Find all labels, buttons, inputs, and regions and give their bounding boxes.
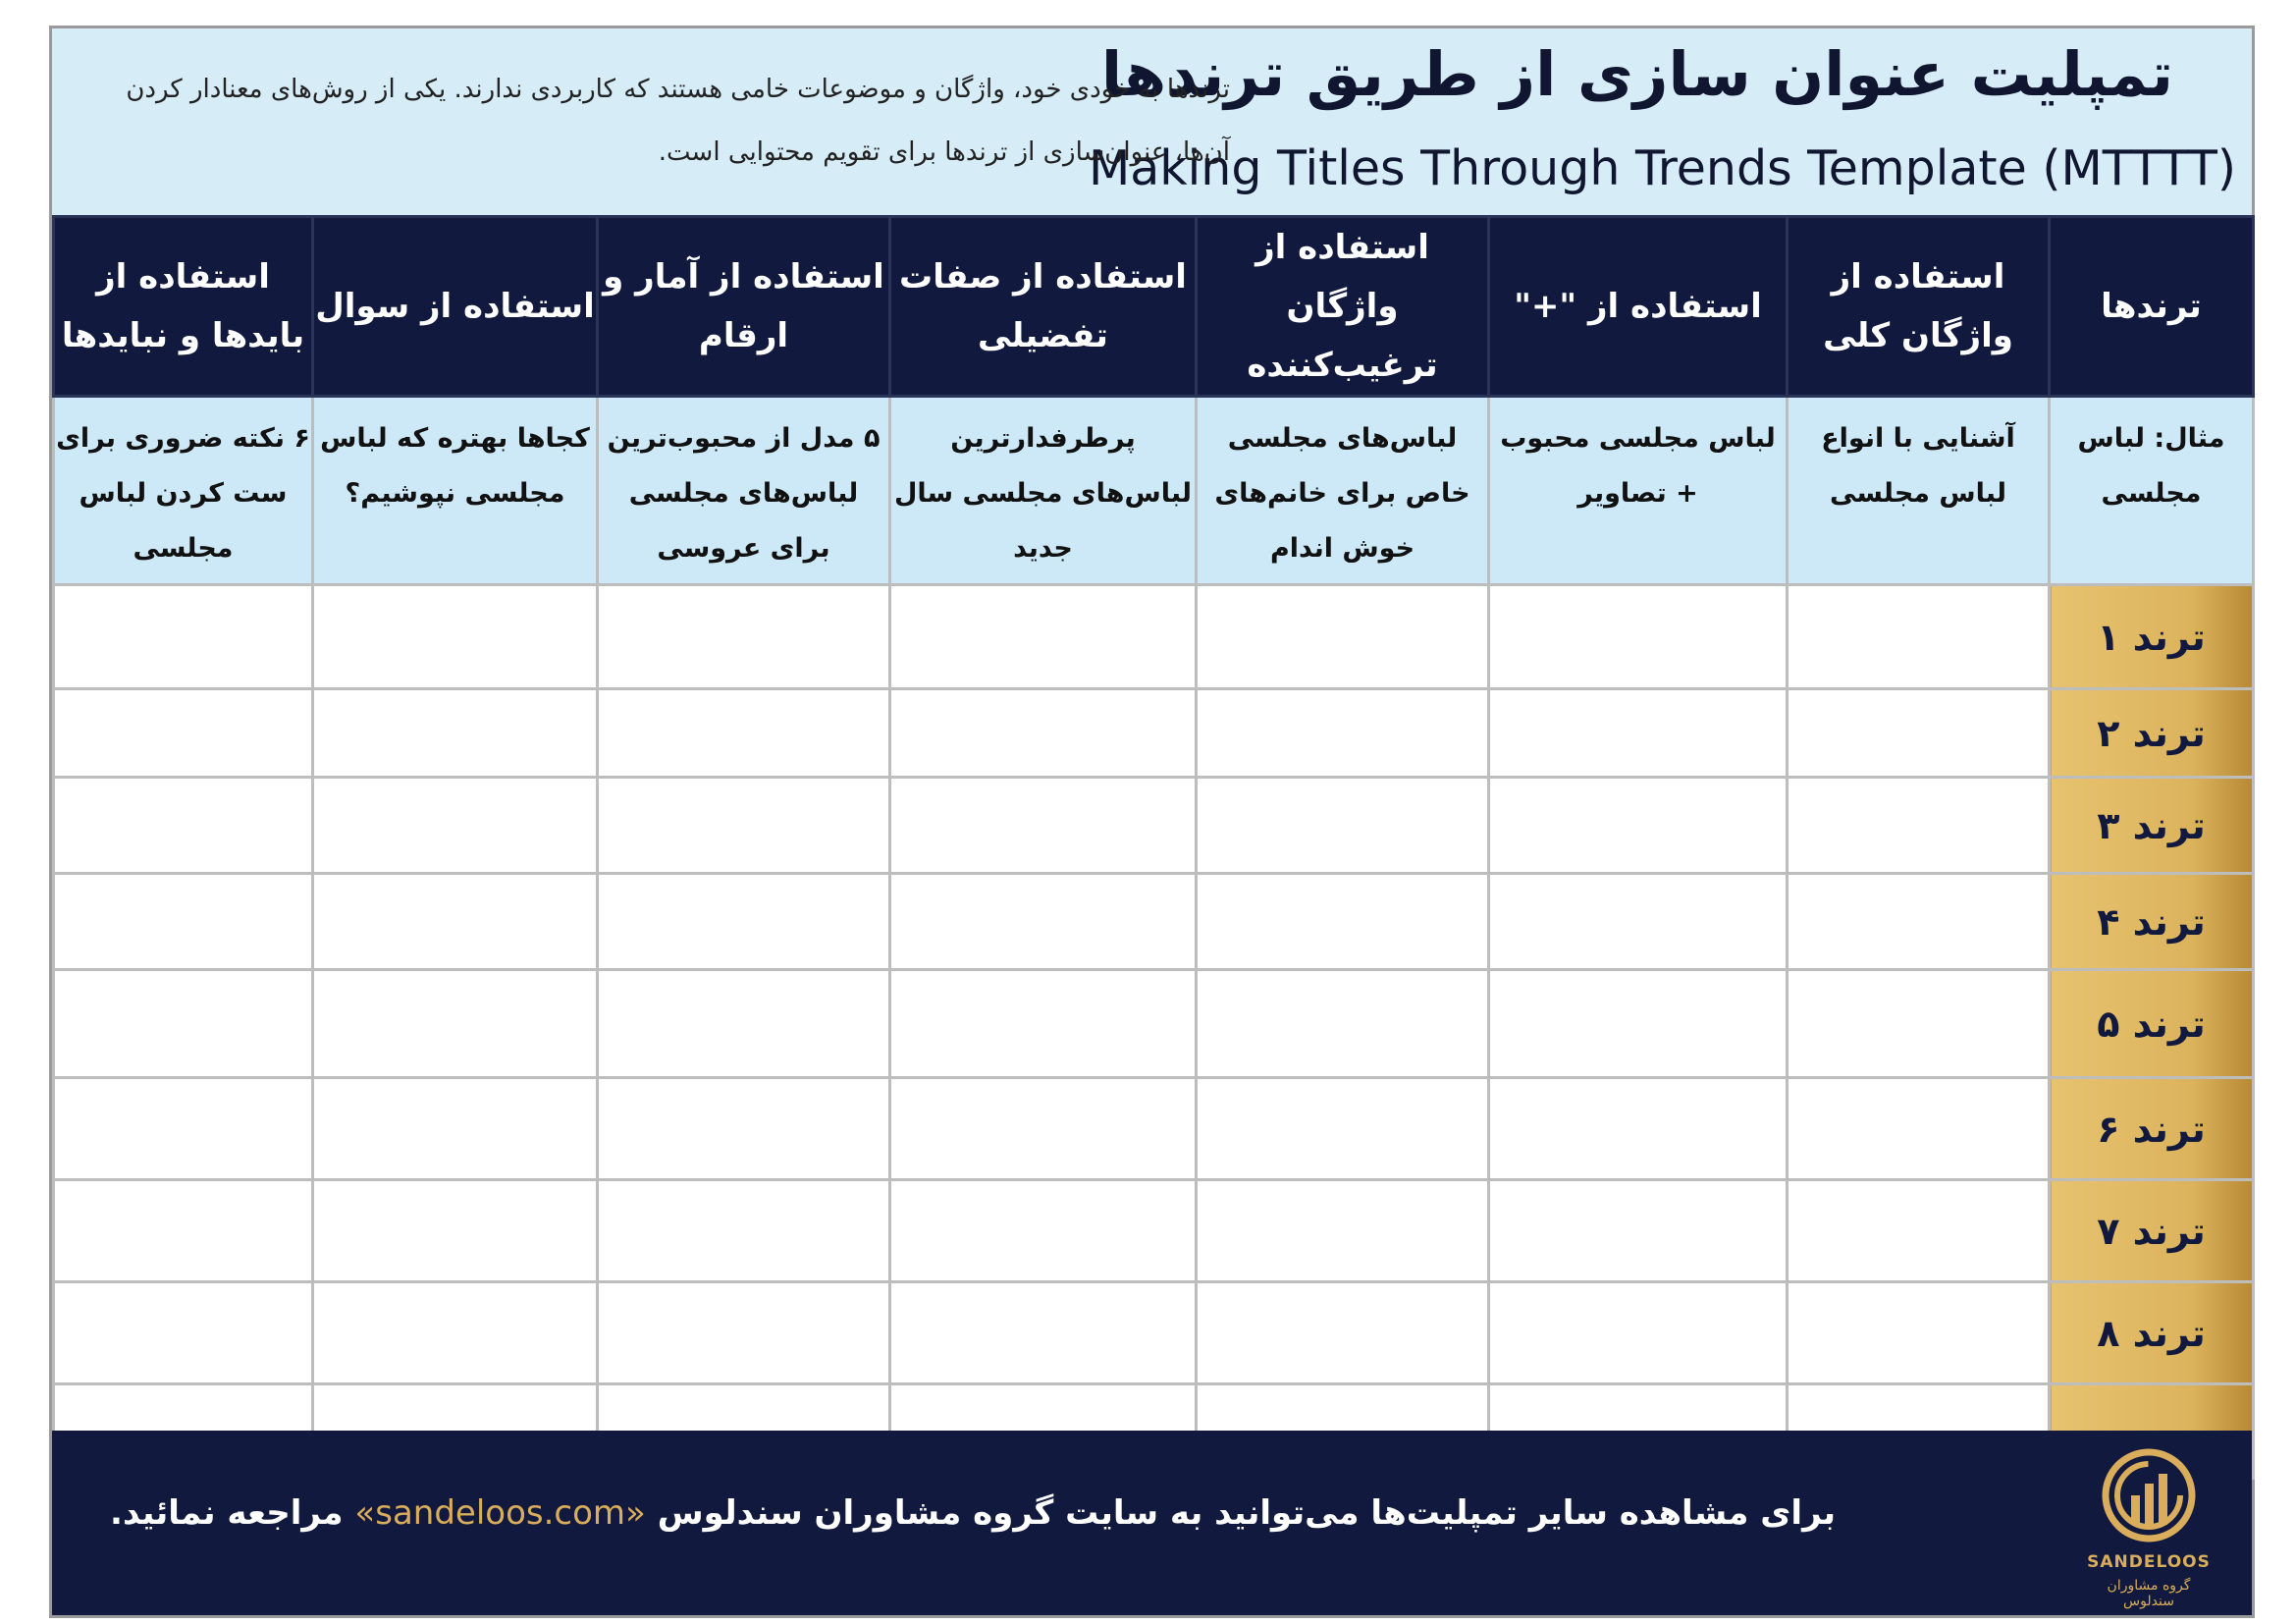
blank-cell[interactable] (1788, 1282, 2050, 1384)
blank-cell[interactable] (1788, 1180, 2050, 1282)
trend-row (54, 1078, 2254, 1180)
blank-cell[interactable] (54, 689, 313, 778)
blank-cell[interactable] (1489, 1078, 1788, 1180)
trend-label: ترند ۶ (2050, 1078, 2254, 1180)
blank-cell[interactable] (54, 585, 313, 689)
column-header: استفاده از واژگان کلی (1788, 217, 2050, 397)
example-cell: لباس‌های مجلسی خاص برای خانم‌های خوش اندام (1197, 397, 1489, 585)
blank-cell[interactable] (1489, 689, 1788, 778)
trend-label: ترند ۴ (2050, 874, 2254, 970)
footer-text (110, 1493, 1836, 1533)
blank-cell[interactable] (1788, 1078, 2050, 1180)
blank-cell[interactable] (598, 778, 890, 874)
blank-cell[interactable] (313, 585, 598, 689)
column-header: استفاده از بایدها و نبایدها (54, 217, 313, 397)
column-header: استفاده از سوال (313, 217, 598, 397)
blank-cell[interactable] (890, 874, 1197, 970)
column-header: استفاده از واژگان ترغیب‌کننده (1197, 217, 1489, 397)
example-cell: ۵ مدل از محبوب‌ترین لباس‌های مجلسی برای عروسی (598, 397, 890, 585)
column-header: ترندها (2050, 217, 2254, 397)
example-cell: لباس مجلسی محبوب + تصاویر (1489, 397, 1788, 585)
blank-cell[interactable] (1489, 874, 1788, 970)
blank-cell[interactable] (1489, 1282, 1788, 1384)
blank-cell[interactable] (1489, 1180, 1788, 1282)
trend-label: ترند ۵ (2050, 970, 2254, 1078)
blank-cell[interactable] (54, 778, 313, 874)
blank-cell[interactable] (313, 874, 598, 970)
blank-cell[interactable] (598, 874, 890, 970)
blank-cell[interactable] (1197, 689, 1489, 778)
page-subtitle-en: Making Titles Through Trends Template (MTTTT) (1089, 140, 2236, 196)
blank-cell[interactable] (1489, 585, 1788, 689)
blank-cell[interactable] (313, 689, 598, 778)
blank-cell[interactable] (1197, 1078, 1489, 1180)
blank-cell[interactable] (1788, 585, 2050, 689)
header (52, 28, 2252, 215)
blank-cell[interactable] (1197, 1282, 1489, 1384)
description-line-1: ترندها به خودی خود، واژگان و موضوعات خامی هستند که کاربردی ندارند. یکی از روش‌های معنادار کردن (126, 75, 1230, 104)
blank-cell[interactable] (54, 1282, 313, 1384)
blank-cell[interactable] (890, 689, 1197, 778)
blank-cell[interactable] (1197, 585, 1489, 689)
sandeloos-logo (2085, 1444, 2213, 1609)
blank-cell[interactable] (54, 874, 313, 970)
blank-cell[interactable] (54, 1078, 313, 1180)
trends-table (52, 215, 2255, 1480)
blank-cell[interactable] (1788, 778, 2050, 874)
trend-row (54, 778, 2254, 874)
blank-cell[interactable] (598, 585, 890, 689)
trend-row (54, 689, 2254, 778)
example-row (54, 397, 2254, 585)
logo-tagline: گروه مشاوران سندلوس (2107, 1578, 2191, 1609)
blank-cell[interactable] (1197, 970, 1489, 1078)
blank-cell[interactable] (1197, 778, 1489, 874)
trend-row (54, 874, 2254, 970)
column-header: استفاده از "+" (1489, 217, 1788, 397)
blank-cell[interactable] (890, 778, 1197, 874)
blank-cell[interactable] (1788, 970, 2050, 1078)
blank-cell[interactable] (1197, 874, 1489, 970)
trend-label: ترند ۳ (2050, 778, 2254, 874)
trend-label: ترند ۷ (2050, 1180, 2254, 1282)
example-cell: آشنایی با انواع لباس مجلسی (1788, 397, 2050, 585)
description-line-2: آن‌ها، عنوان‌سازی از ترندها برای تقویم محتوایی است. (658, 137, 1230, 167)
blank-cell[interactable] (1788, 689, 2050, 778)
template-sheet (49, 26, 2255, 1618)
footer-site-link[interactable]: «sandeloos.com» (354, 1493, 646, 1533)
footer-text-before: برای مشاهده سایر تمپلیت‌ها می‌توانید به سایت گروه مشاوران سندلوس (657, 1493, 1836, 1533)
example-cell: ۶ نکته ضروری برای ست کردن لباس مجلسی (54, 397, 313, 585)
blank-cell[interactable] (598, 970, 890, 1078)
page-title: تمپلیت عنوان سازی از طریق ترندها (1100, 38, 2173, 110)
blank-cell[interactable] (313, 1078, 598, 1180)
blank-cell[interactable] (598, 1180, 890, 1282)
blank-cell[interactable] (890, 1180, 1197, 1282)
trend-label: ترند ۸ (2050, 1282, 2254, 1384)
column-header: استفاده از آمار و ارقام (598, 217, 890, 397)
blank-cell[interactable] (598, 1078, 890, 1180)
logo-brand: SANDELOOS (2087, 1552, 2211, 1572)
example-cell: کجاها بهتره که لباس مجلسی نپوشیم؟ (313, 397, 598, 585)
footer (52, 1431, 2252, 1615)
blank-cell[interactable] (890, 970, 1197, 1078)
trend-row (54, 1180, 2254, 1282)
description (111, 58, 1230, 184)
trend-label: ترند ۲ (2050, 689, 2254, 778)
blank-cell[interactable] (598, 1282, 890, 1384)
blank-cell[interactable] (1197, 1180, 1489, 1282)
logo-icon (2098, 1444, 2200, 1546)
blank-cell[interactable] (54, 970, 313, 1078)
blank-cell[interactable] (313, 1282, 598, 1384)
blank-cell[interactable] (1788, 874, 2050, 970)
column-header: استفاده از صفات تفضیلی (890, 217, 1197, 397)
blank-cell[interactable] (1489, 970, 1788, 1078)
blank-cell[interactable] (313, 778, 598, 874)
blank-cell[interactable] (890, 585, 1197, 689)
example-cell: مثال: لباس مجلسی (2050, 397, 2254, 585)
example-cell: پرطرفدارترین لباس‌های مجلسی سال جدید (890, 397, 1197, 585)
header-row (54, 217, 2254, 397)
blank-cell[interactable] (313, 1180, 598, 1282)
trend-label: ترند ۱ (2050, 585, 2254, 689)
trend-row (54, 585, 2254, 689)
footer-text-after: مراجعه نمائید. (110, 1493, 344, 1533)
blank-cell[interactable] (598, 689, 890, 778)
trend-row (54, 1282, 2254, 1384)
trend-row (54, 970, 2254, 1078)
blank-cell[interactable] (890, 1078, 1197, 1180)
blank-cell[interactable] (1489, 778, 1788, 874)
blank-cell[interactable] (54, 1180, 313, 1282)
blank-cell[interactable] (313, 970, 598, 1078)
blank-cell[interactable] (890, 1282, 1197, 1384)
